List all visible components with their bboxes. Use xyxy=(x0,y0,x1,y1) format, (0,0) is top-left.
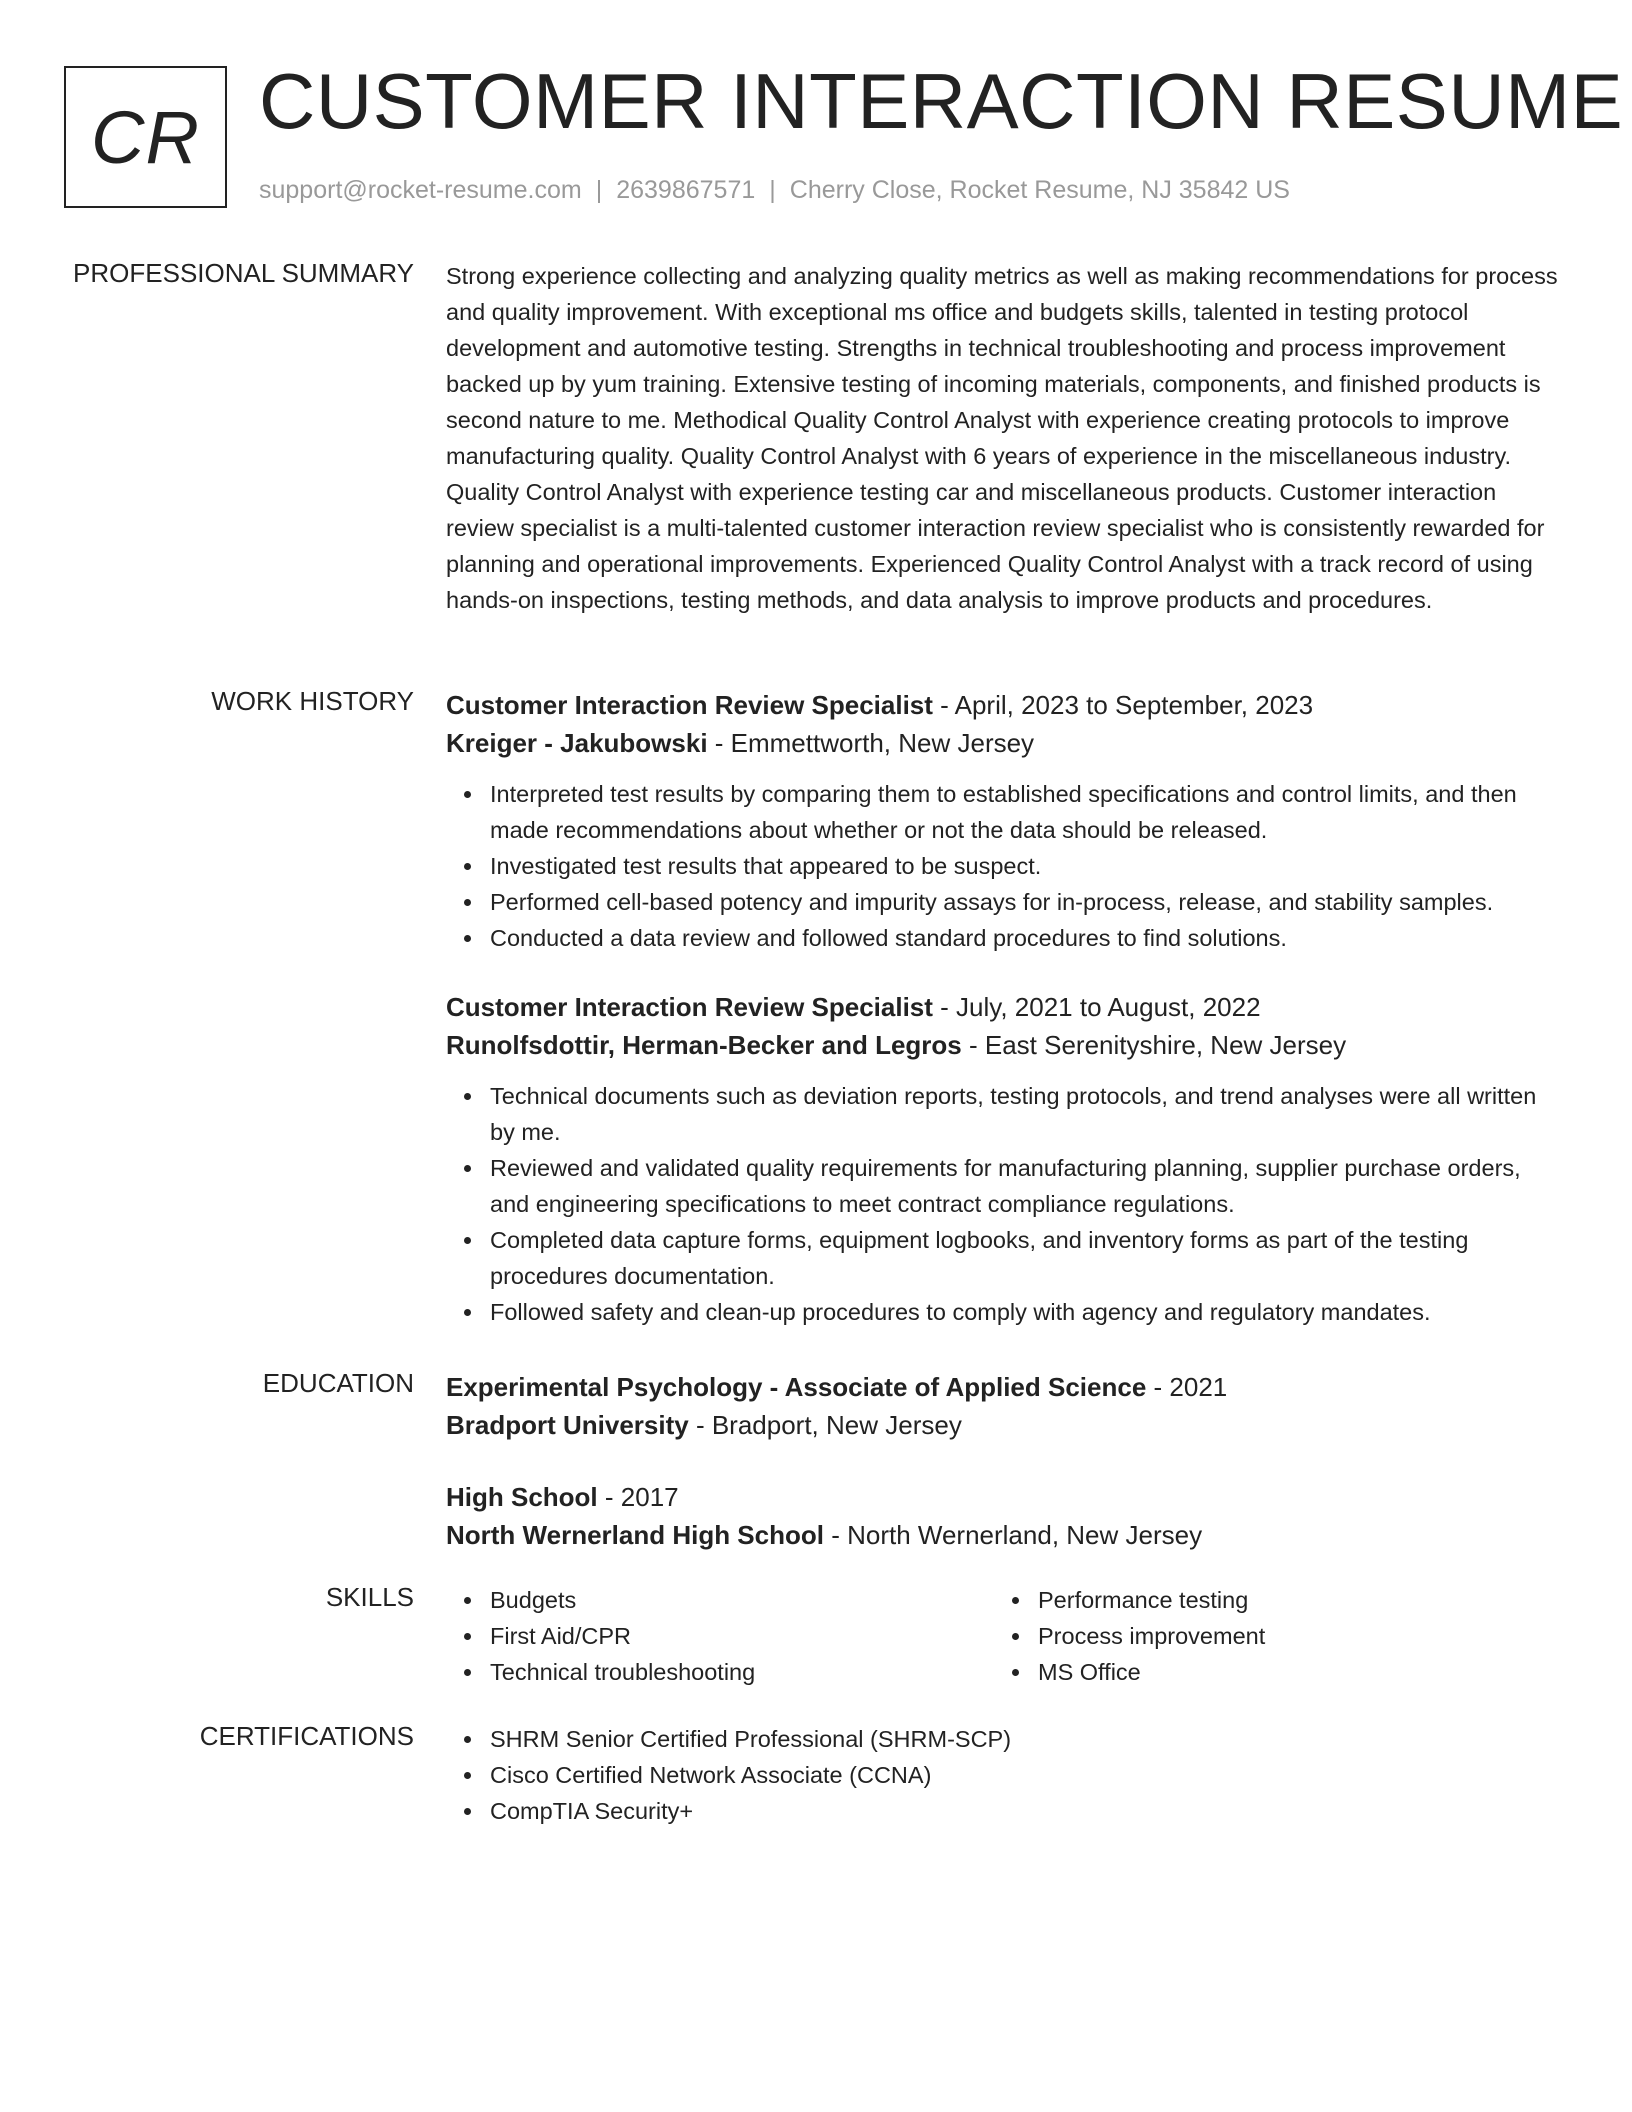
job-entry xyxy=(446,988,1564,1330)
education-year: - 2021 xyxy=(1146,1372,1228,1402)
resume-title: CUSTOMER INTERACTION RESUME xyxy=(259,57,1624,145)
job-bullet: Interpreted test results by comparing them to established specifications and control limits, and then made recommendations about whether or not the data should be released. xyxy=(446,776,1564,848)
education-school-line xyxy=(446,1516,1564,1554)
section-label-skills: SKILLS xyxy=(325,1582,414,1612)
contact-line xyxy=(259,176,1290,205)
job-bullet: Reviewed and validated quality requirements for manufacturing planning, supplier purchase orders, and engineering specifications to meet contract compliance regulations. xyxy=(446,1150,1564,1222)
job-entry xyxy=(446,686,1564,956)
skills-list-right xyxy=(994,1582,1542,1690)
education-degree-line xyxy=(446,1478,1564,1516)
job-title-line xyxy=(446,988,1564,1026)
job-company: Runolfsdottir, Herman-Becker and Legros xyxy=(446,1030,962,1060)
education-location: - Bradport, New Jersey xyxy=(688,1410,962,1440)
section-label-summary: PROFESSIONAL SUMMARY xyxy=(73,258,414,288)
skill-item: Budgets xyxy=(446,1582,994,1618)
job-company: Kreiger - Jakubowski xyxy=(446,728,708,758)
education-degree-line xyxy=(446,1368,1564,1406)
job-dates: - April, 2023 to September, 2023 xyxy=(932,690,1314,720)
certification-item: Cisco Certified Network Associate (CCNA) xyxy=(446,1757,1564,1793)
education-school-line xyxy=(446,1406,1564,1444)
skills-grid xyxy=(446,1582,1564,1690)
job-company-line xyxy=(446,724,1564,762)
education-school: Bradport University xyxy=(446,1410,689,1440)
skill-item: First Aid/CPR xyxy=(446,1618,994,1654)
summary-text: Strong experience collecting and analyzing quality metrics as well as making recommendations for process and quality improvement. With exceptional ms office and budgets skills, talented in testing protocol development and automotive testing. Strengths in technical troubleshooting and process improvement backed up by yum training. Extensive testing of incoming materials, components, and finished products is second nature to me. Methodical Quality Control Analyst with experience creating protocols to improve manufacturing quality. Quality Control Analyst with 6 years of experience in the miscellaneous industry. Quality Control Analyst with experience testing car and miscellaneous products. Customer interaction review specialist is a multi-talented customer interaction review specialist who is consistently rewarded for planning and operational improvements. Experienced Quality Control Analyst with a track record of using hands-on inspections, testing methods, and data analysis to improve products and procedures. xyxy=(446,263,1558,613)
monogram-initials: CR xyxy=(91,95,200,179)
job-title: Customer Interaction Review Specialist xyxy=(446,690,933,720)
job-bullet: Completed data capture forms, equipment logbooks, and inventory forms as part of the testing procedures documentation. xyxy=(446,1222,1564,1294)
job-bullet: Conducted a data review and followed standard procedures to find solutions. xyxy=(446,920,1564,956)
education-degree: Experimental Psychology - Associate of Applied Science xyxy=(446,1372,1147,1402)
job-title-line xyxy=(446,686,1564,724)
education-entry xyxy=(446,1478,1564,1554)
contact-email: support@rocket-resume.com xyxy=(259,176,582,204)
contact-phone: 2639867571 xyxy=(616,176,756,204)
job-bullet: Technical documents such as deviation reports, testing protocols, and trend analyses were all written by me. xyxy=(446,1078,1564,1150)
job-bullets xyxy=(446,1078,1564,1330)
skills-list-left xyxy=(446,1582,994,1690)
section-label-education: EDUCATION xyxy=(262,1368,414,1398)
certification-item: CompTIA Security+ xyxy=(446,1793,1564,1829)
job-bullets xyxy=(446,776,1564,956)
education-entry xyxy=(446,1368,1564,1444)
skill-item: Performance testing xyxy=(994,1582,1542,1618)
job-title: Customer Interaction Review Specialist xyxy=(446,992,933,1022)
job-dates: - July, 2021 to August, 2022 xyxy=(932,992,1261,1022)
contact-separator: | xyxy=(595,176,603,204)
skill-item: Process improvement xyxy=(994,1618,1542,1654)
education-degree: High School xyxy=(446,1482,598,1512)
monogram-box xyxy=(64,66,227,208)
job-location: - Emmettworth, New Jersey xyxy=(707,728,1035,758)
education-school: North Wernerland High School xyxy=(446,1520,824,1550)
contact-address: Cherry Close, Rocket Resume, NJ 35842 US xyxy=(789,176,1290,204)
skill-item: Technical troubleshooting xyxy=(446,1654,994,1690)
section-label-certifications: CERTIFICATIONS xyxy=(199,1721,414,1751)
section-label-work-history: WORK HISTORY xyxy=(211,686,414,716)
education-location: - North Wernerland, New Jersey xyxy=(823,1520,1203,1550)
contact-separator: | xyxy=(769,176,776,204)
job-bullet: Investigated test results that appeared to be suspect. xyxy=(446,848,1564,884)
job-bullet: Followed safety and clean-up procedures to comply with agency and regulatory mandates. xyxy=(446,1294,1564,1330)
job-location: - East Serenityshire, New Jersey xyxy=(961,1030,1347,1060)
certification-item: SHRM Senior Certified Professional (SHRM-SCP) xyxy=(446,1721,1564,1757)
skill-item: MS Office xyxy=(994,1654,1542,1690)
job-bullet: Performed cell-based potency and impurity assays for in-process, release, and stability samples. xyxy=(446,884,1564,920)
education-year: - 2017 xyxy=(597,1482,679,1512)
job-company-line xyxy=(446,1026,1564,1064)
certifications-list xyxy=(446,1721,1564,1829)
